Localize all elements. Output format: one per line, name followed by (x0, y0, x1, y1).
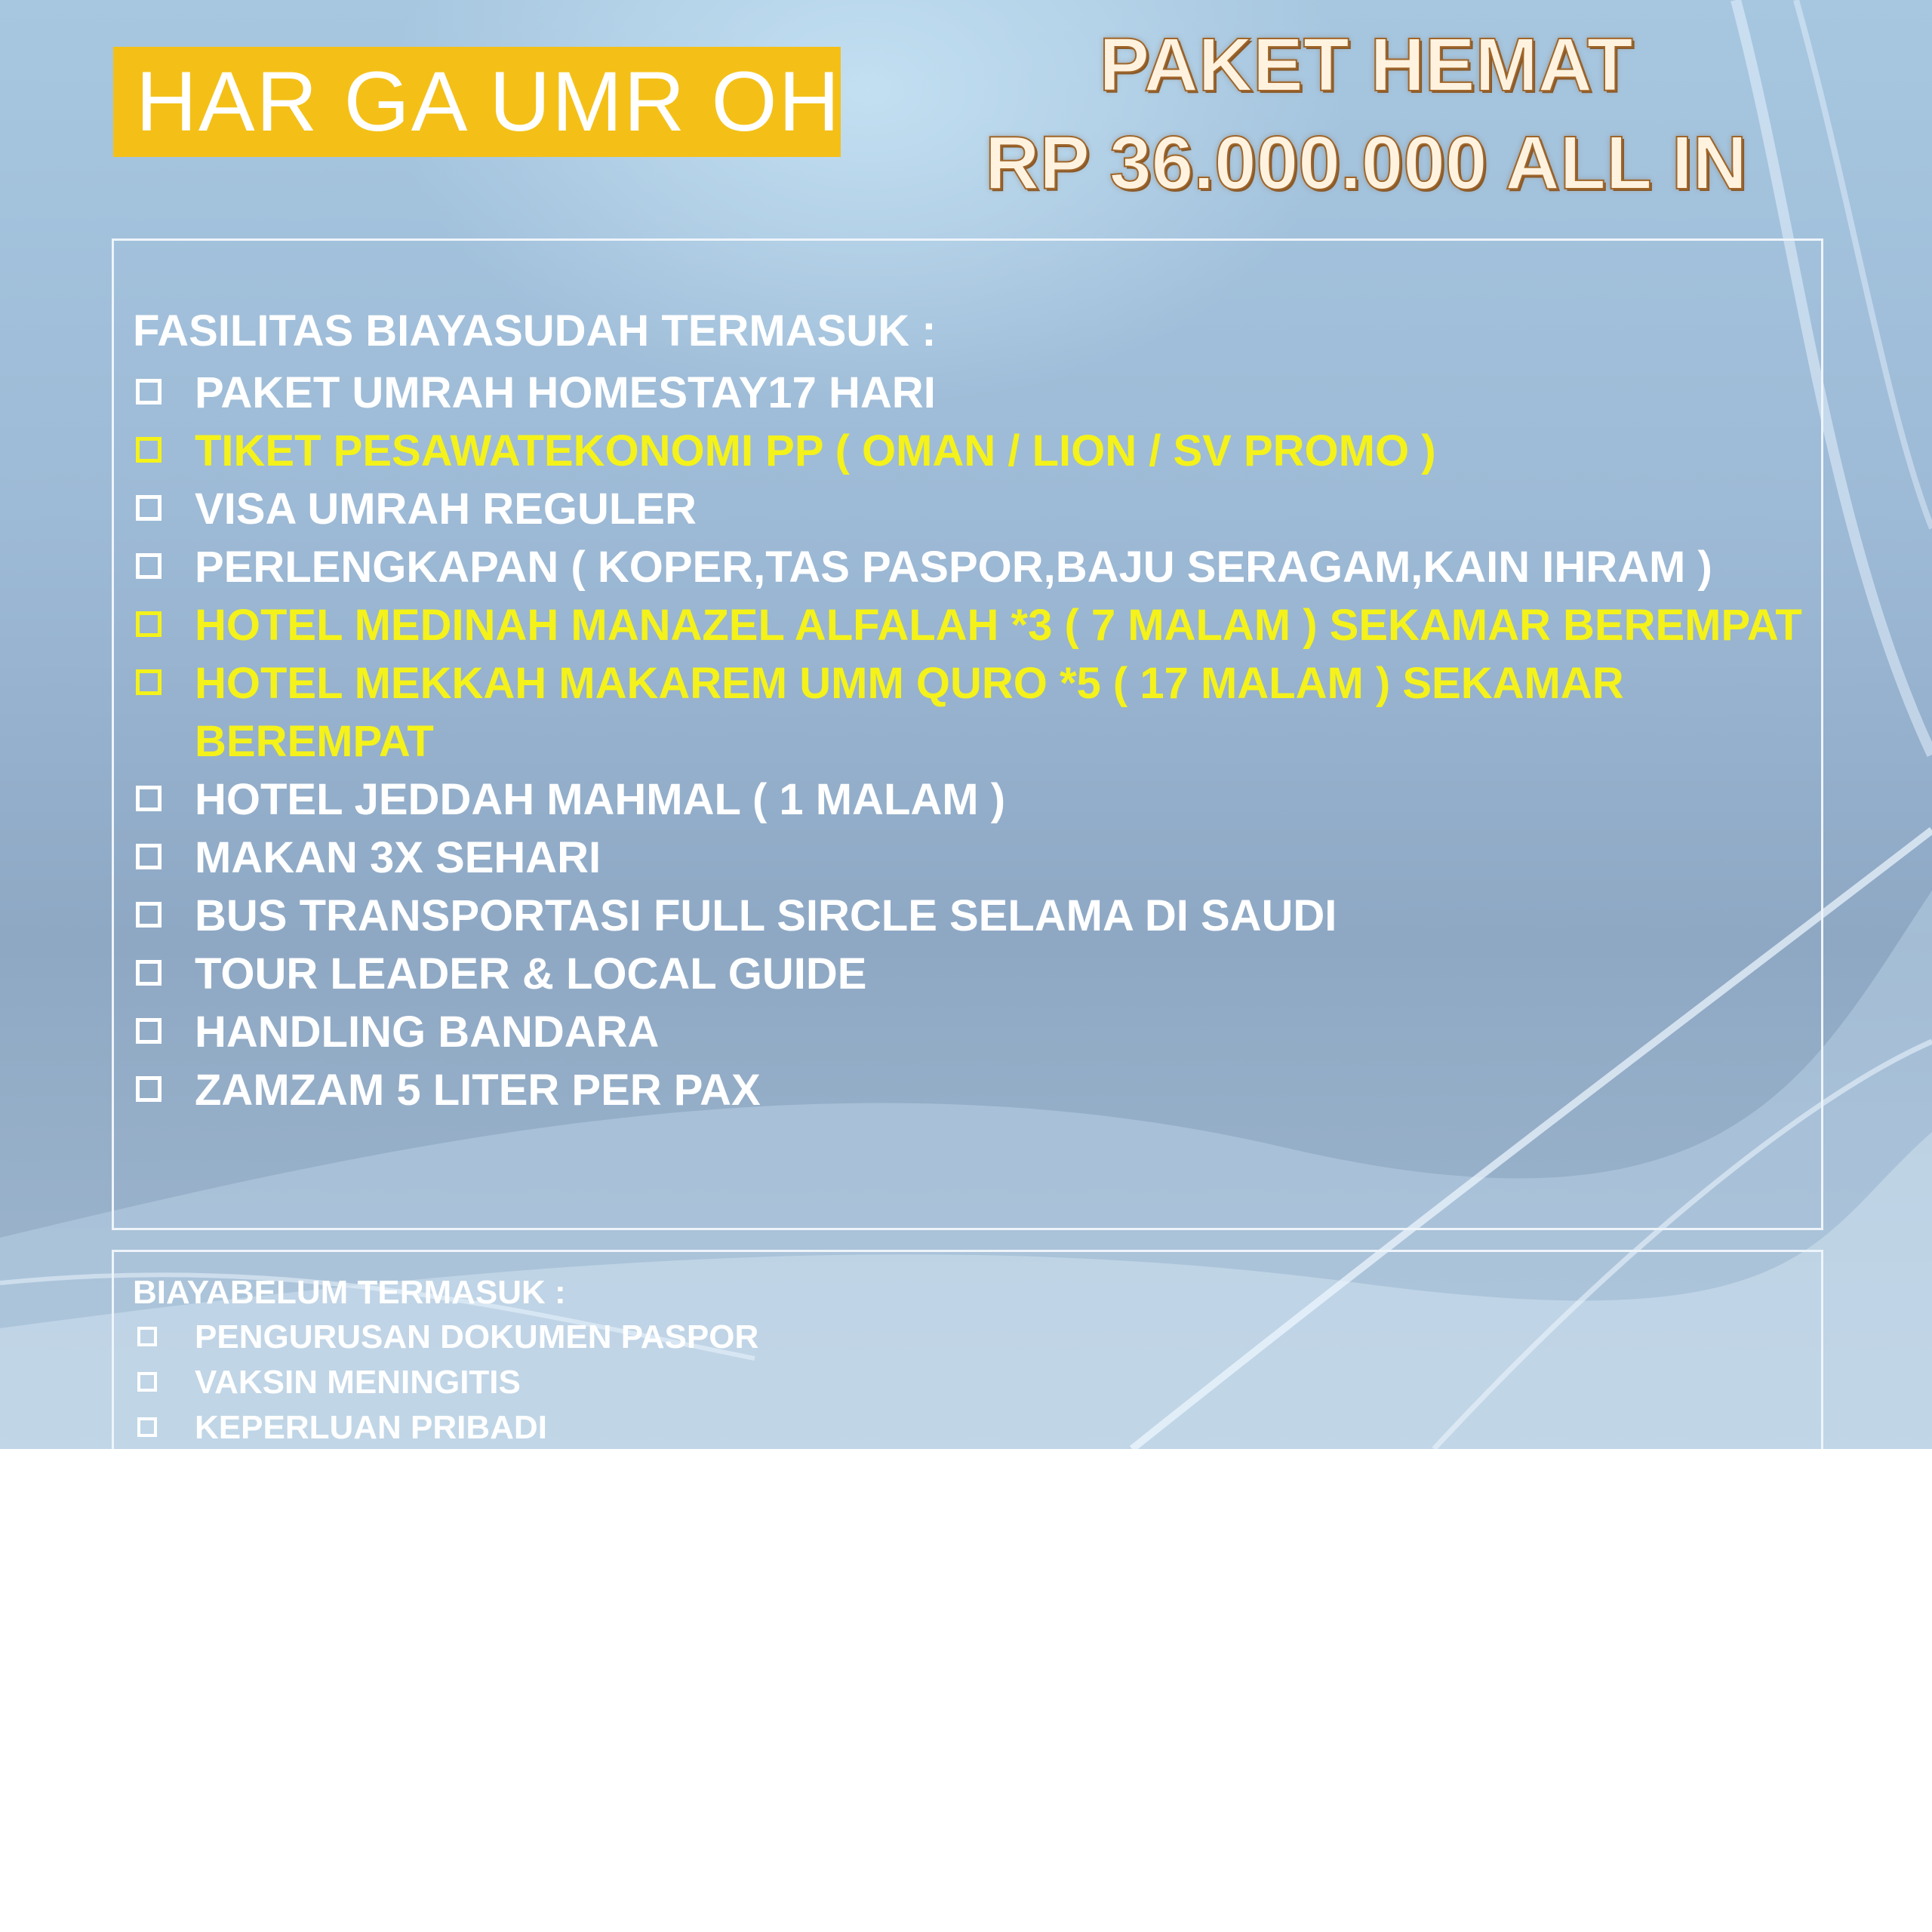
list-item: HOTEL MEDINAH MANAZEL ALFALAH *3 ( 7 MALAM ) SEKAMAR BEREMPAT (133, 596, 1810, 654)
checkbox-icon (136, 379, 162, 405)
checkbox-icon (136, 844, 162, 869)
list-item: BUS TRANSPORTASI FULL SIRCLE SELAMA DI SAUDI (133, 887, 1810, 945)
checkbox-icon (136, 960, 162, 986)
checkbox-icon (137, 1327, 157, 1346)
checkbox-icon (136, 495, 162, 521)
checkbox-icon (136, 902, 162, 928)
checkbox-icon (136, 786, 162, 811)
checkbox-icon (136, 553, 162, 579)
list-item: HANDLING BANDARA (133, 1003, 1810, 1061)
checkbox-icon (137, 1417, 157, 1437)
list-item: MAKAN 3X SEHARI (133, 829, 1810, 887)
list-item: HOTEL JEDDAH MAHMAL ( 1 MALAM ) (133, 771, 1810, 829)
checkbox-icon (136, 611, 162, 637)
checkbox-icon (136, 437, 162, 463)
checkbox-icon (137, 1372, 157, 1392)
list-item: PERLENGKAPAN ( KOPER,TAS PASPOR,BAJU SERAGAM,KAIN IHRAM ) (133, 538, 1810, 596)
checkbox-icon (136, 669, 162, 695)
included-heading: FASILITAS BIAYASUDAH TERMASUK : (133, 306, 937, 355)
list-item: TOUR LEADER & LOCAL GUIDE (133, 945, 1810, 1003)
list-item: ZAMZAM 5 LITER PER PAX (133, 1061, 1810, 1119)
promo-package-name: PAKET HEMAT (1099, 23, 1633, 107)
list-item: VISA UMRAH REGULER (133, 480, 1810, 538)
checkbox-icon (136, 1018, 162, 1044)
promo-block (891, 20, 1841, 216)
included-list (133, 364, 1810, 1119)
checkbox-icon (136, 1076, 162, 1102)
promo-price: RP 36.000.000 ALL IN (985, 121, 1747, 205)
excluded-heading: BIAYABELUM TERMASUK : (133, 1274, 566, 1311)
list-item: HOTEL MEKKAH MAKAREM UMM QURO *5 ( 17 MALAM ) SEKAMAR BEREMPAT (133, 654, 1810, 771)
list-item: KEPERLUAN PRIBADI (133, 1405, 758, 1449)
list-item: TIKET PESAWATEKONOMI PP ( OMAN / LION / SV PROMO ) (133, 422, 1810, 480)
list-item: VAKSIN MENINGITIS (133, 1360, 758, 1405)
page-title: HAR GA UMR OH (136, 54, 841, 149)
list-item: PENGURUSAN DOKUMEN PASPOR (133, 1315, 758, 1360)
list-item: PAKET UMRAH HOMESTAY17 HARI (133, 364, 1810, 422)
excluded-list (133, 1315, 758, 1449)
